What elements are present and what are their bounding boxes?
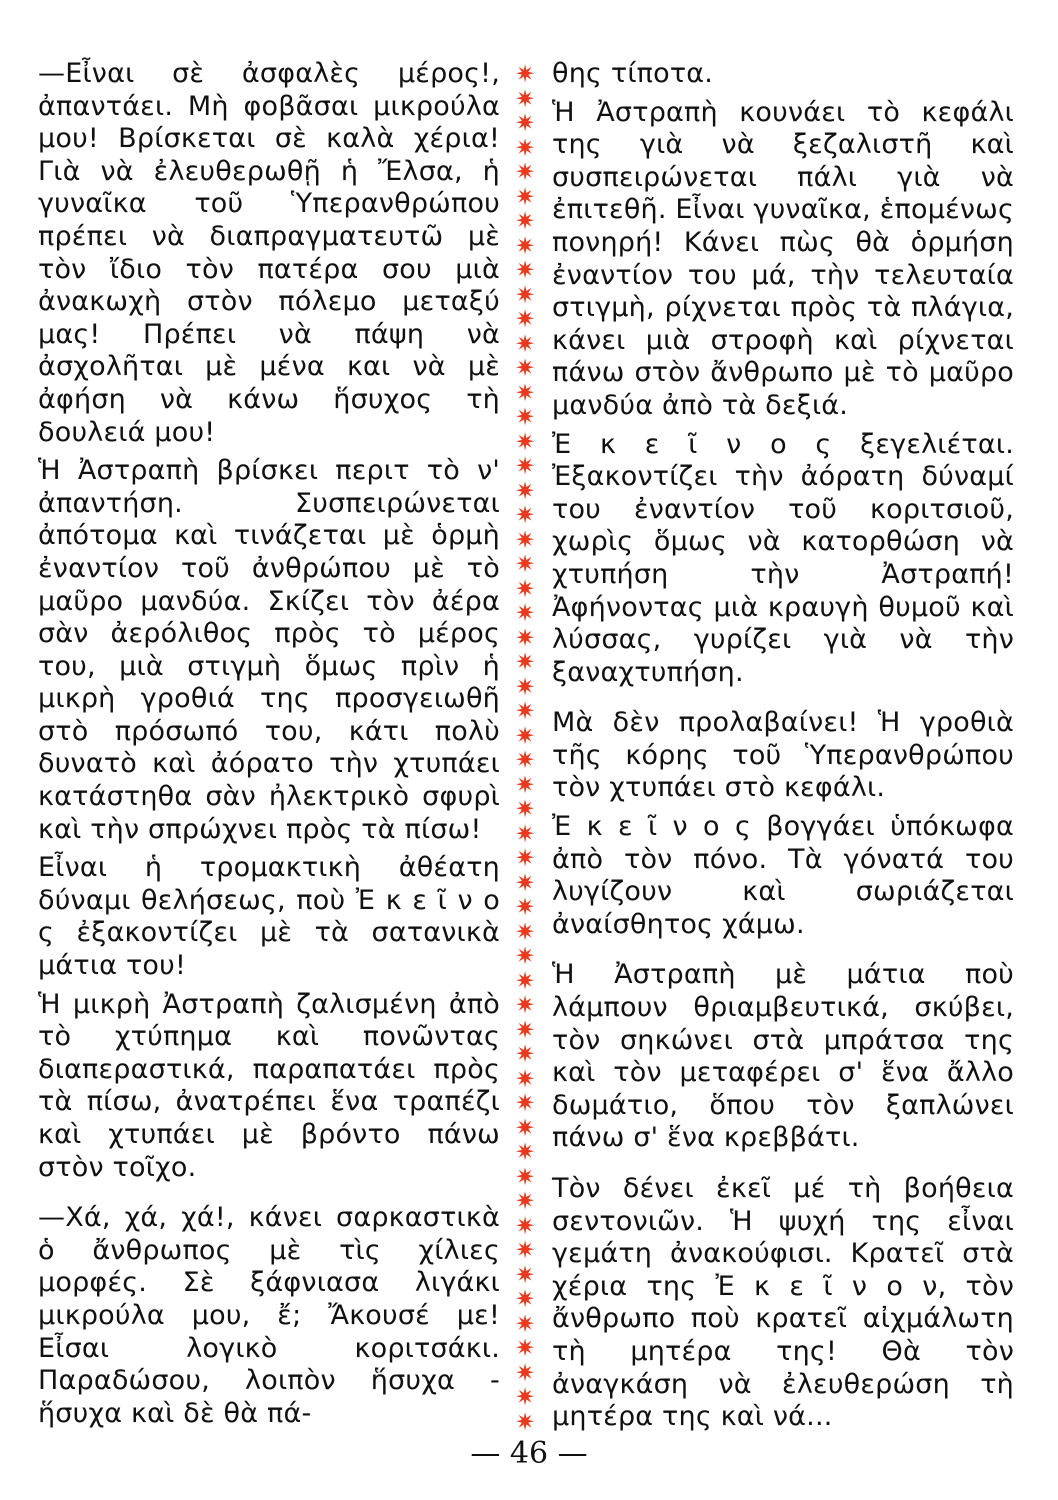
star-icon: ✷ (514, 942, 536, 970)
star-icon: ✷ (514, 354, 536, 382)
star-icon: ✷ (514, 1285, 536, 1313)
star-icon: ✷ (514, 133, 536, 162)
star-icon: ✷ (514, 305, 536, 333)
star-icon: ✷ (514, 256, 536, 284)
star-icon: ✷ (514, 1260, 536, 1289)
star-icon: ✷ (514, 501, 536, 529)
star-icon: ✷ (514, 868, 536, 897)
paragraph: Ἐ κ ε ῖ ν ο ς βογγάει ὑπόκωφα ἀπὸ τὸν πόνο. Τὰ γόνατά του λυγίζουν καὶ σωριάζεται ἀναίσθητος χάμω. (552, 811, 1014, 940)
left-text-column (38, 58, 500, 1436)
star-icon: ✷ (514, 378, 536, 407)
paragraph: Τὸν δένει ἐκεῖ μέ τὴ βοήθεια σεντονιῶν. Ἡ ψυχή της εἶναι γεμάτη ἀνακούφισι. Κρατεῖ στὰ χέρια της Ἐ κ ε ῖ ν ο ν, τὸν ἄνθρωπο ποὺ κρατεῖ αἰχμάλωτη τὴ μητέρα της! Θὰ τὸν ἀναγκάση νὰ ἐλευθερώση τὴ μητέρα της καὶ νά... (552, 1173, 1014, 1433)
star-icon: ✷ (514, 62, 536, 88)
star-icon: ✷ (514, 770, 536, 799)
star-icon: ✷ (514, 672, 536, 701)
star-icon: ✷ (514, 1113, 536, 1142)
star-icon: ✷ (514, 991, 536, 1019)
star-icon: ✷ (514, 599, 536, 627)
star-icon: ✷ (514, 84, 536, 113)
paragraph: θης τίποτα. (552, 58, 714, 89)
star-icon: ✷ (514, 550, 536, 578)
star-icon: ✷ (514, 721, 536, 750)
paragraph: —Χά, χά, χά!, κάνει σαρκαστικὰ ὁ ἄνθρωπος μὲ τὶς χίλιες μορφές. Σὲ ξάφνιασα λιγάκι μικρούλα μου, ἔ; Ἄκουσέ με! Εἶσαι λογικὸ κοριτσάκι. Παραδώσου, λοιπὸν ἥσυχα - ἥσυχα καὶ δὲ θὰ πά- (38, 1202, 500, 1429)
star-icon: ✷ (514, 1407, 536, 1436)
page-number: — 46 — (470, 1436, 588, 1471)
star-icon: ✷ (514, 1334, 536, 1362)
star-icon: ✷ (514, 1358, 536, 1387)
star-icon: ✷ (514, 795, 536, 823)
star-divider (510, 62, 540, 1447)
star-icon: ✷ (514, 1138, 536, 1166)
paragraph: —Εἶναι σὲ ἀσφαλὲς μέρος!, ἀπαντάει. Μὴ φοβᾶσαι μικρούλα μου! Βρίσκεται σὲ καλὰ χέρια! Γιὰ νὰ ἐλευθερωθῇ ἡ Ἔλσα, ἡ γυναῖκα τοῦ Ὑπερανθρώπου πρέπει νὰ διαπραγματευτῶ μὲ τὸν ἴδιο τὸν πατέρα σου μιὰ ἀνακωχὴ στὸν πόλεμο μεταξύ μας! Πρέπει νὰ πάψη νὰ ἀσχολῆται μὲ μένα και νὰ μὲ ἀφήση νὰ κάνω ἥσυχος τὴ δουλειά μου! (38, 58, 500, 448)
paragraph: Ἐ κ ε ῖ ν ο ς ξεγελιέται. Ἐξακοντίζει τὴν ἀόρατη δύναμί του ἐναντίον τοῦ κοριτσιοῦ, χωρὶς ὅμως νὰ κατορθώση νὰ χτυπήση τὴν Ἀστραπή! Ἀφήνοντας μιὰ κραυγὴ θυμοῦ καὶ λύσσας, γυρίζει γιὰ νὰ τὴν ξαναχτυπήση. (552, 428, 1014, 688)
star-icon: ✷ (514, 525, 536, 554)
star-icon: ✷ (514, 648, 536, 676)
star-icon: ✷ (514, 1089, 536, 1117)
star-icon: ✷ (514, 1064, 536, 1093)
star-icon: ✷ (514, 109, 536, 137)
star-icon: ✷ (514, 476, 536, 505)
paragraph: Μὰ δὲν προλαβαίνει! Ἡ γροθιὰ τῆς κόρης τοῦ Ὑπερανθρώπου τὸν χτυπάει στὸ κεφάλι. (552, 707, 1014, 804)
paragraph: Ἡ Ἀστραπὴ βρίσκει περιτ τὸ ν' ἀπαντήση. Συσπειρώνεται ἀπότομα καὶ τινάζεται μὲ ὁρμὴ ἐναντίον τοῦ ἀνθρώπου μὲ τὸ μαῦρο μανδύα. Σκίζει τὸν ἀέρα σὰν ἀερόλιθος πρὸς τὸ μέρος του, μιὰ στιγμὴ ὅμως πρὶν ἡ μικρὴ γροθιά της προσγειωθῆ στὸ πρόσωπό του, κάτι πολὺ δυνατὸ καὶ ἀόρατο τὴν χτυπάει κατάστηθα σὰν ἠλεκτρικὸ σφυρὶ καὶ τὴν σπρώχνει πρὸς τὰ πίσω! (38, 455, 500, 845)
star-icon: ✷ (514, 1383, 536, 1411)
star-icon: ✷ (514, 623, 536, 652)
star-icon: ✷ (514, 1236, 536, 1264)
star-icon: ✷ (514, 207, 536, 235)
star-icon: ✷ (514, 427, 536, 456)
star-icon: ✷ (514, 158, 536, 186)
right-text-column (552, 58, 1014, 1440)
star-icon: ✷ (514, 819, 536, 848)
star-icon: ✷ (514, 917, 536, 946)
star-icon: ✷ (514, 403, 536, 431)
star-icon: ✷ (514, 893, 536, 921)
paragraph: Ἡ μικρὴ Ἀστραπὴ ζαλισμένη ἀπὸ τὸ χτύπημα καὶ πονῶντας διαπεραστικά, παραπατάει πρὸς τὰ πίσω, ἀνατρέπει ἕνα τραπέζι καὶ χτυπάει μὲ βρόντο πάνω στὸν τοῖχο. (38, 988, 500, 1183)
star-icon: ✷ (514, 1040, 536, 1068)
star-icon: ✷ (514, 746, 536, 774)
star-icon: ✷ (514, 844, 536, 872)
star-icon: ✷ (514, 1162, 536, 1191)
paragraph: Ἡ Ἀστραπὴ μὲ μάτια ποὺ λάμπουν θριαμβευτικά, σκύβει, τὸν σηκώνει στὰ μπράτσα της καὶ τὸν μεταφέρει σ' ἕνα ἄλλο δωμάτιο, ὅπου τὸν ξαπλώνει πάνω σ' ἕνα κρεββάτι. (552, 959, 1014, 1154)
paragraph: Εἶναι ἡ τρομακτικὴ ἀθέατη δύναμι θελήσεως, ποὺ Ἐ κ ε ῖ ν ο ς ἐξακοντίζει μὲ τὰ σατανικὰ μάτια του! (38, 852, 500, 982)
star-icon: ✷ (514, 182, 536, 211)
star-icon: ✷ (514, 697, 536, 725)
paragraph: Ἡ Ἀστραπὴ κουνάει τὸ κεφάλι της γιὰ νὰ ξεζαλιστῆ καὶ συσπειρώνεται πάλι γιὰ νὰ ἐπιτεθῆ. Εἶναι γυναῖκα, ἑπομένως πονηρή! Κάνει πὼς θὰ ὁρμήση ἐναντίον του μά, τὴν τελευταία στιγμὴ, ρίχνεται πρὸς τὰ πλάγια, κάνει μιὰ στροφὴ καὶ ρίχνεται πάνω στὸν ἄνθρωπο μὲ τὸ μαῦρο μανδύα ἀπὸ τὰ δεξιά. (552, 96, 1014, 421)
star-icon: ✷ (514, 1211, 536, 1240)
star-icon: ✷ (514, 280, 536, 309)
star-icon: ✷ (514, 1015, 536, 1044)
star-icon: ✷ (514, 329, 536, 358)
star-icon: ✷ (514, 231, 536, 260)
star-icon: ✷ (514, 452, 536, 480)
star-icon: ✷ (514, 574, 536, 603)
star-icon: ✷ (514, 1187, 536, 1215)
star-icon: ✷ (514, 1309, 536, 1338)
star-icon: ✷ (514, 966, 536, 995)
